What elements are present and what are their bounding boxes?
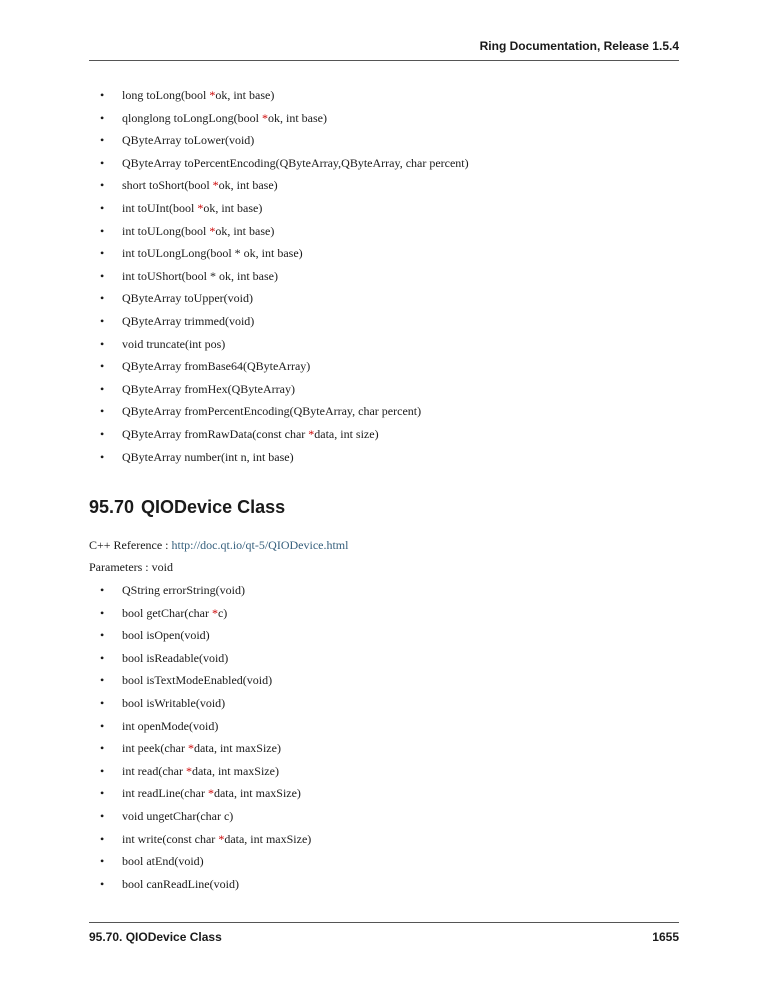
signature-pre: bool canReadLine(void) <box>122 876 239 891</box>
section-title: QIODevice Class <box>141 497 286 517</box>
signature-pre: QString errorString(void) <box>122 583 245 597</box>
section-heading <box>89 497 285 518</box>
bullet-icon: • <box>100 178 105 193</box>
signature-post: ok, int base) <box>203 200 263 215</box>
signature-pre: int readLine(char <box>122 786 208 801</box>
signature-pre: QByteArray trimmed(void) <box>122 313 255 328</box>
list-item <box>100 719 311 742</box>
signature-post: ok, int base) <box>215 88 275 102</box>
bullet-icon: • <box>100 404 105 419</box>
signature-pre: QByteArray toUpper(void) <box>122 291 253 306</box>
signature-pre: QByteArray fromBase64(QByteArray) <box>122 359 311 374</box>
bullet-icon: • <box>100 763 105 778</box>
signature-star: * <box>187 741 194 756</box>
section-number: 95.70 <box>89 497 135 517</box>
bullet-icon: • <box>100 200 105 215</box>
signature-pre: QByteArray number(int n, int base) <box>122 449 294 464</box>
list-item <box>100 832 311 855</box>
list-item <box>100 651 311 674</box>
signature-post: data, int maxSize) <box>224 831 312 846</box>
list-item <box>100 156 469 179</box>
list-item <box>100 88 469 111</box>
signature-post: ok, int base) <box>215 223 275 238</box>
signature-star: * <box>197 200 204 215</box>
signature-pre: int peek(char <box>122 741 188 756</box>
bullet-icon: • <box>100 223 105 238</box>
list-item <box>100 809 311 832</box>
signature-pre: long toLong(bool <box>122 88 210 102</box>
bullet-icon: • <box>100 133 105 148</box>
signature-pre: bool isWritable(void) <box>122 695 226 710</box>
list-item <box>100 673 311 696</box>
bullet-icon: • <box>100 605 105 620</box>
list-item <box>100 764 311 787</box>
bullet-icon: • <box>100 110 105 125</box>
footer-page-number: 1655 <box>652 930 679 944</box>
footer-rule <box>89 922 679 923</box>
list-item <box>100 786 311 809</box>
signature-pre: int toUInt(bool <box>122 200 198 215</box>
list-item <box>100 854 311 877</box>
list-item <box>100 427 469 450</box>
bullet-icon: • <box>100 831 105 846</box>
bullet-icon: • <box>100 313 105 328</box>
bullet-icon: • <box>100 381 105 396</box>
method-list-qbytearray <box>100 88 469 472</box>
signature-pre: void ungetChar(char c) <box>122 808 234 823</box>
list-item <box>100 877 311 900</box>
list-item <box>100 741 311 764</box>
signature-star: * <box>207 786 214 801</box>
list-item <box>100 337 469 360</box>
signature-post: data, int maxSize) <box>193 741 281 756</box>
bullet-icon: • <box>100 854 105 869</box>
signature-pre: bool isTextModeEnabled(void) <box>122 673 273 688</box>
list-item <box>100 628 311 651</box>
signature-star: * <box>209 88 216 102</box>
signature-star: * <box>262 110 268 125</box>
bullet-icon: • <box>100 426 105 441</box>
signature-pre: int read(char <box>122 763 186 778</box>
signature-star: * <box>209 223 216 238</box>
signature-pre: bool atEnd(void) <box>122 854 204 869</box>
signature-star: * <box>211 605 218 620</box>
list-item <box>100 269 469 292</box>
signature-post: c) <box>217 605 228 620</box>
signature-post: ok, int base) <box>218 178 278 193</box>
list-item <box>100 291 469 314</box>
reference-label: C++ Reference : <box>89 538 172 552</box>
signature-pre: qlonglong toLongLong(bool <box>122 110 262 125</box>
signature-pre: QByteArray fromPercentEncoding(QByteArray, char percent) <box>122 404 422 419</box>
method-list-qiodevice <box>100 583 311 899</box>
list-item <box>100 404 469 427</box>
list-item <box>100 606 311 629</box>
signature-post: data, int maxSize) <box>213 786 301 801</box>
signature-pre: bool isReadable(void) <box>122 650 229 665</box>
list-item <box>100 111 469 134</box>
cpp-reference-line <box>89 538 348 553</box>
bullet-icon: • <box>100 246 105 261</box>
signature-pre: int write(const char <box>122 831 219 846</box>
bullet-icon: • <box>100 291 105 306</box>
list-item <box>100 201 469 224</box>
list-item <box>100 133 469 156</box>
signature-pre: QByteArray fromHex(QByteArray) <box>122 381 295 396</box>
list-item <box>100 583 311 606</box>
bullet-icon: • <box>100 628 105 643</box>
list-item <box>100 246 469 269</box>
bullet-icon: • <box>100 268 105 283</box>
bullet-icon: • <box>100 650 105 665</box>
list-item <box>100 314 469 337</box>
signature-pre: bool isOpen(void) <box>122 628 210 643</box>
bullet-icon: • <box>100 449 105 464</box>
signature-post: data, int size) <box>314 426 379 441</box>
parameters-line: Parameters : void <box>89 560 173 574</box>
bullet-icon: • <box>100 359 105 374</box>
list-item <box>100 178 469 201</box>
bullet-icon: • <box>100 583 105 597</box>
signature-post: data, int maxSize) <box>191 763 279 778</box>
signature-star: * <box>185 763 192 778</box>
list-item <box>100 696 311 719</box>
signature-pre: int toULongLong(bool * ok, int base) <box>122 246 303 261</box>
signature-pre: int toULong(bool <box>122 223 210 238</box>
reference-link[interactable]: http://doc.qt.io/qt-5/QIODevice.html <box>171 538 349 552</box>
signature-pre: QByteArray fromRawData(const char <box>122 426 309 441</box>
signature-pre: void truncate(int pos) <box>122 336 226 351</box>
bullet-icon: • <box>100 741 105 756</box>
bullet-icon: • <box>100 718 105 733</box>
signature-pre: QByteArray toPercentEncoding(QByteArray,QByteArray, char percent) <box>122 155 469 170</box>
bullet-icon: • <box>100 673 105 688</box>
signature-pre: bool getChar(char <box>122 605 212 620</box>
bullet-icon: • <box>100 876 105 891</box>
signature-pre: int toUShort(bool * ok, int base) <box>122 268 278 283</box>
signature-post: ok, int base) <box>268 110 327 125</box>
bullet-icon: • <box>100 786 105 801</box>
list-item <box>100 359 469 382</box>
signature-pre: short toShort(bool <box>122 178 213 193</box>
signature-star: * <box>218 831 225 846</box>
bullet-icon: • <box>100 336 105 351</box>
bullet-icon: • <box>100 88 105 102</box>
bullet-icon: • <box>100 695 105 710</box>
list-item <box>100 224 469 247</box>
signature-pre: QByteArray toLower(void) <box>122 133 255 148</box>
signature-pre: int openMode(void) <box>122 718 219 733</box>
list-item <box>100 450 469 473</box>
signature-star: * <box>308 426 315 441</box>
signature-star: * <box>212 178 219 193</box>
running-header: Ring Documentation, Release 1.5.4 <box>479 39 679 53</box>
bullet-icon: • <box>100 808 105 823</box>
list-item <box>100 382 469 405</box>
bullet-icon: • <box>100 155 105 170</box>
footer-section-label: 95.70. QIODevice Class <box>89 930 222 944</box>
header-rule <box>89 60 679 61</box>
